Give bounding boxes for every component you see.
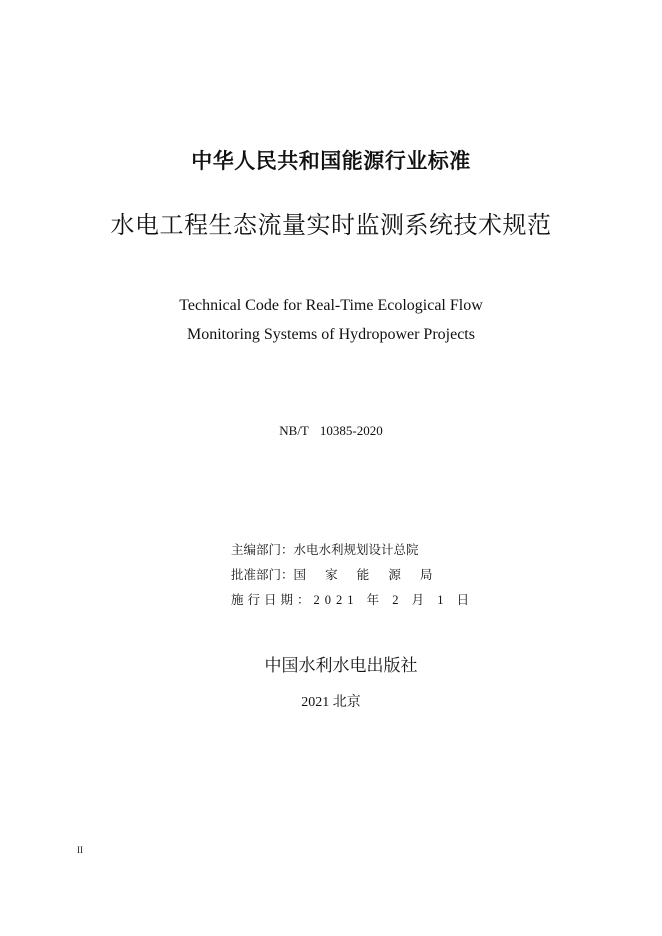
editor-value: 水电水利规划设计总院 — [293, 543, 419, 557]
english-title-line-1: Technical Code for Real-Time Ecological Flow — [179, 297, 483, 314]
approver-value: 国 家 能 源 局 — [293, 568, 433, 582]
publication-year-place: 2021 北京 — [301, 695, 361, 710]
effective-date-value: 2021 年 2 月 1 日 — [313, 593, 475, 607]
effective-date-label: 施行日期： — [231, 593, 314, 607]
standard-number: NB/T 10385-2020 — [279, 423, 383, 438]
editor-row — [231, 538, 474, 563]
effective-date-row — [231, 588, 474, 613]
english-title-line-2: Monitoring Systems of Hydropower Projects — [187, 326, 475, 343]
standard-body-heading: 中华人民共和国能源行业标准 — [191, 149, 471, 173]
approver-row — [231, 563, 474, 588]
publisher-name: 中国水利水电出版社 — [264, 656, 418, 675]
chinese-title: 水电工程生态流量实时监测系统技术规范 — [110, 211, 552, 239]
editor-label: 主编部门： — [231, 543, 294, 557]
approver-label: 批准部门： — [231, 568, 294, 582]
page-number: II — [77, 845, 83, 855]
info-block — [231, 538, 474, 613]
